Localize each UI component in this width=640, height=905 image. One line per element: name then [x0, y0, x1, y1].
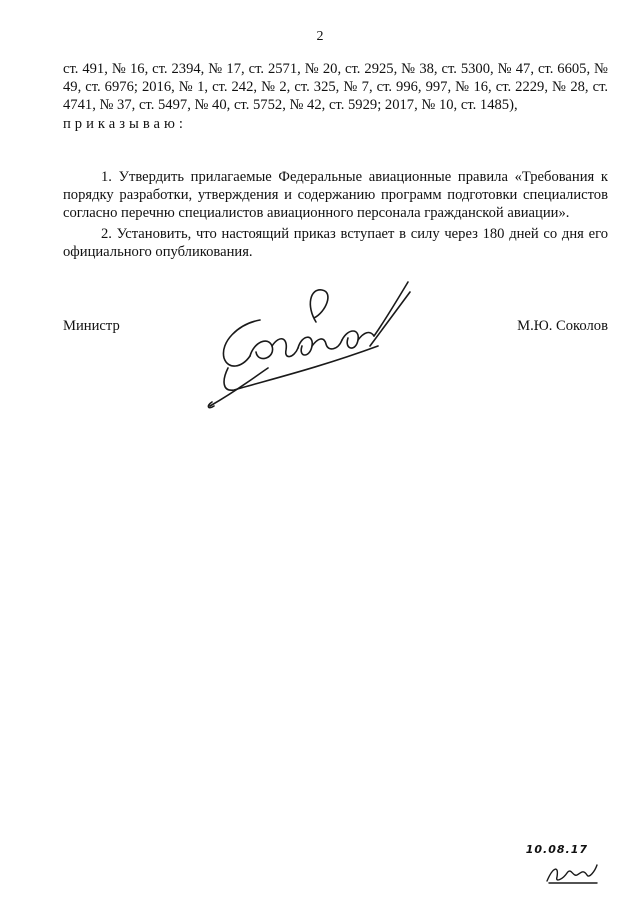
signer-position: Министр: [63, 318, 120, 334]
legal-basis-paragraph: [63, 60, 608, 133]
signer-name: М.Ю. Соколов: [517, 318, 608, 334]
page-number: 2: [316, 29, 324, 44]
order-item-1: 1. Утвердить прилагаемые Федеральные авиационные правила «Требования к порядку разработки, утверждения и содержанию программ подготовки специалистов согласно перечню специалистов авиационного персонала гражданской авиации».: [63, 169, 608, 222]
order-item-2: 2. Установить, что настоящий приказ вступает в силу через 180 дней со дня его официального опубликования.: [63, 225, 608, 260]
order-word: приказываю:: [63, 115, 187, 132]
stamp-date: 10.08.17: [525, 843, 588, 856]
handwritten-signature: [198, 272, 428, 412]
legal-references-text: ст. 491, № 16, ст. 2394, № 17, ст. 2571, № 20, ст. 2925, № 38, ст. 5300, № 47, ст. 6605, № 49, ст. 6976; 2016, № 1, ст. 242, № 2, ст. 325, № 7, ст. 996, 997, № 16, ст. 2229, № 28, ст. 4741, № 37, ст. 5497, № 40, ст. 5752, № 42, ст. 5929; 2017, № 10, ст. 1485),: [63, 61, 608, 114]
order-items: [63, 168, 608, 263]
registration-stamp: [483, 843, 603, 893]
initials-scribble: [543, 857, 601, 887]
